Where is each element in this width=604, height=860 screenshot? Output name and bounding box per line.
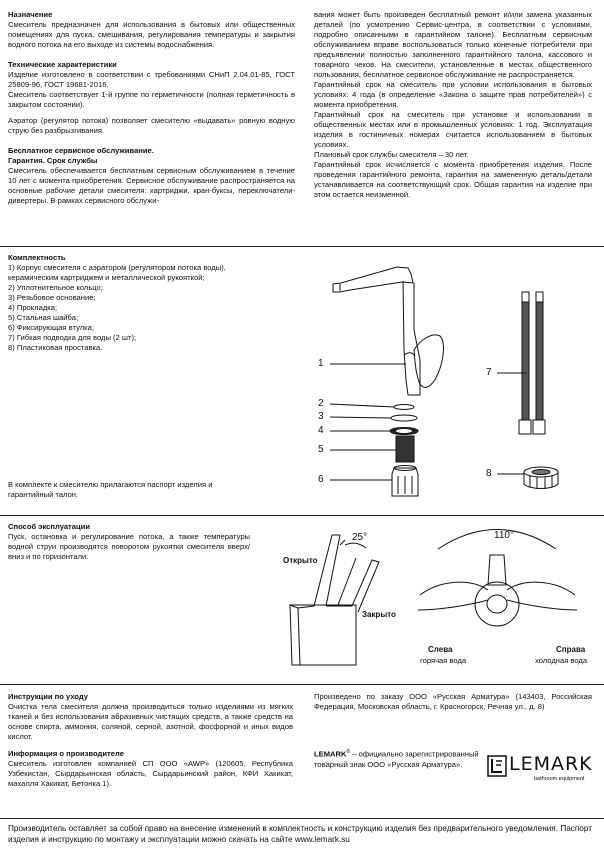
kit-item: 4) Прокладка; xyxy=(8,303,58,313)
trademark-description: – официально зарегистрированный товарный знак ООО «Русская Арматура». xyxy=(314,749,479,769)
kit-item: 2) Уплотнительное кольцо; xyxy=(8,283,103,293)
care-text: Очистка тела смесителя должна производиться только изделиями из мягких тканей и без использования абразивных чистящих средств, а также средств на основе спирта, аммония, соляной, серной, азотной, фосфорной и иных видов кислот. xyxy=(8,702,293,742)
open-label: Открыто xyxy=(283,556,318,565)
callout-8: 8 xyxy=(486,468,492,479)
callout-6: 6 xyxy=(318,474,324,485)
order-text: Произведено по заказу ООО «Русская Арматура» (143403, Российская Федерация, Московская область, г. Красногорск, Речная ул., д. 8) xyxy=(314,692,592,712)
lemark-logo xyxy=(487,753,593,786)
left-label: Слева xyxy=(428,645,453,654)
angle-horizontal: 110° xyxy=(494,530,514,541)
specs-text-3: Аэратор (регулятор потока) позволяет смесителю «выдавать» ровную водную струю без разбрызгивания. xyxy=(8,116,295,136)
kit-heading: Комплектность xyxy=(8,253,66,262)
faucet-top-circle xyxy=(475,582,519,626)
handle-center xyxy=(488,555,506,585)
service-heading-2: Гарантия. Срок службы xyxy=(8,156,98,166)
manufacturer-heading: Информация о производителе xyxy=(8,749,124,759)
kit-note: В комплекте к смесителю прилагаются паспорт изделия и гарантийный талон. xyxy=(8,480,213,500)
callout-1: 1 xyxy=(318,358,324,369)
kit-item: 7) Гибкая подводка для воды (2 шт); xyxy=(8,333,137,343)
closed-label: Закрыто xyxy=(362,610,396,619)
angle-vertical: 25° xyxy=(352,532,368,543)
handle-right-position xyxy=(507,582,575,595)
callout-5: 5 xyxy=(318,444,324,455)
care-heading: Инструкции по уходу xyxy=(8,692,89,701)
operation-heading: Способ эксплуатации xyxy=(8,522,90,531)
purpose-text: Смеситель предназначен для использования в бытовых или общественных помещениях для пуска, смешивания, регулирования температуры и закрытия водного потока на его выходе из системы водоснабжения. xyxy=(8,20,295,50)
operation-text: Пуск, остановка и регулирование потока, а также температуры водной струи производятся поворотом рукоятки смесителя вверх/вниз и по горизонтали. xyxy=(8,532,250,562)
callout-2: 2 xyxy=(318,398,324,409)
service-heading-1: Бесплатное сервисное обслуживание. xyxy=(8,146,154,156)
warranty-home: Гарантийный срок на смеситель при условии использования в бытовых условиях: 4 года (в определение «Закона о защите прав потребителей») с момента приобретения. xyxy=(314,80,592,110)
lemark-logo-sub: bathroom equipment xyxy=(534,776,585,782)
lemark-logo-mark xyxy=(487,755,507,777)
service-text-cont: вания может быть произведен бесплатный ремонт и/или замена указанных деталей (по усмотрению Сервис-центра, в соответствии с условиями, подробно описанными в гарантийном талоне). Бесплатным сервисным обслуживанием вправе воспользоваться только конечные потребители при предъявлении полностью заполненного гарантийного талона, кассового и товарного чеков. На смесители, установленные в местах общественного пользования, бесплатное сервисное обслуживание не распространяется. xyxy=(314,10,592,80)
right-label: Справа xyxy=(556,645,586,654)
warranty-public: Гарантийный срок на смеситель при установке и использовании в общественных местах или в промышленных условиях: 1 год. Эксплуатация изделия в гостиничных номерах считается использованием в бытовых условиях. xyxy=(314,110,592,150)
trademark-text xyxy=(314,749,484,770)
care-block xyxy=(8,692,293,789)
callout-4: 4 xyxy=(318,425,324,436)
kit-item: 1) Корпус смесителя с аэратором (регулятором потока воды), xyxy=(8,263,226,273)
purpose-heading: Назначение xyxy=(8,10,53,19)
left-sub: горячая вода xyxy=(420,656,467,665)
kit-item: керамическим картриджем и металлической рукояткой; xyxy=(8,273,205,283)
service-text: Смеситель обеспечивается бесплатным сервисным обслуживанием в течение 10 лет с момента приобретения. Сервисное обслуживание распространяется на основные рабочие детали смесителя: картриджи, кран-буксы, переключатели-дивертеры. В рамках сервисного обслужи- xyxy=(8,166,295,206)
warranty-calc: Гарантийный срок исчисляется с момента приобретения изделия. После проведения гарантийного ремонта, гарантия на замененную деталь/детали устанавливается на соответствующий срок. Общая гарантия на изделие при этом остается неизменной. xyxy=(314,160,592,200)
lemark-logo-text: LEMARK xyxy=(509,753,593,775)
kit-item: 5) Стальная шайба; xyxy=(8,313,79,323)
divider-3 xyxy=(0,684,604,685)
right-sub: холодная вода xyxy=(535,656,588,665)
divider-4 xyxy=(0,818,604,819)
specs-text-1: Изделие изготовлено в соответствии с требованиями СНиП 2.04.01-85, ГОСТ 25809-96, ГОСТ 19681-2016. xyxy=(8,70,295,90)
service-life: Плановый срок службы смесителя – 30 лет. xyxy=(314,150,469,160)
callout-3: 3 xyxy=(318,411,324,422)
footer-text: Производитель оставляет за собой право на внесение изменений в комплектность и конструкцию изделия без предварительного уведомления. Паспорт изделия и инструкцию по монтажу и эксплуатации можно скачать на сайте www.lemark.su xyxy=(8,824,592,844)
kit-item: 6) Фиксирующая втулка; xyxy=(8,323,94,333)
kit-item: 3) Резьбовое основание; xyxy=(8,293,96,303)
kit-item: 8) Пластиковая проставка. xyxy=(8,343,103,353)
trademark-brand: LEMARK xyxy=(314,749,347,759)
manufacturer-text: Смеситель изготовлен компанией СП ООО «AWP» (120605, Республика Узбекистан, Сырдарьинская область, Сырдарьинский район, КФИ Хакикат, махалля Хакикат, Бетонка 1). xyxy=(8,759,293,789)
callout-7: 7 xyxy=(486,367,492,378)
specs-heading: Технические характеристики xyxy=(8,60,117,70)
trademark-reg: ® xyxy=(346,749,351,755)
specs-text-2: Смеситель соответствует 1-й группе по герметичности (полная герметичность в закрытом состоянии). xyxy=(8,90,295,110)
